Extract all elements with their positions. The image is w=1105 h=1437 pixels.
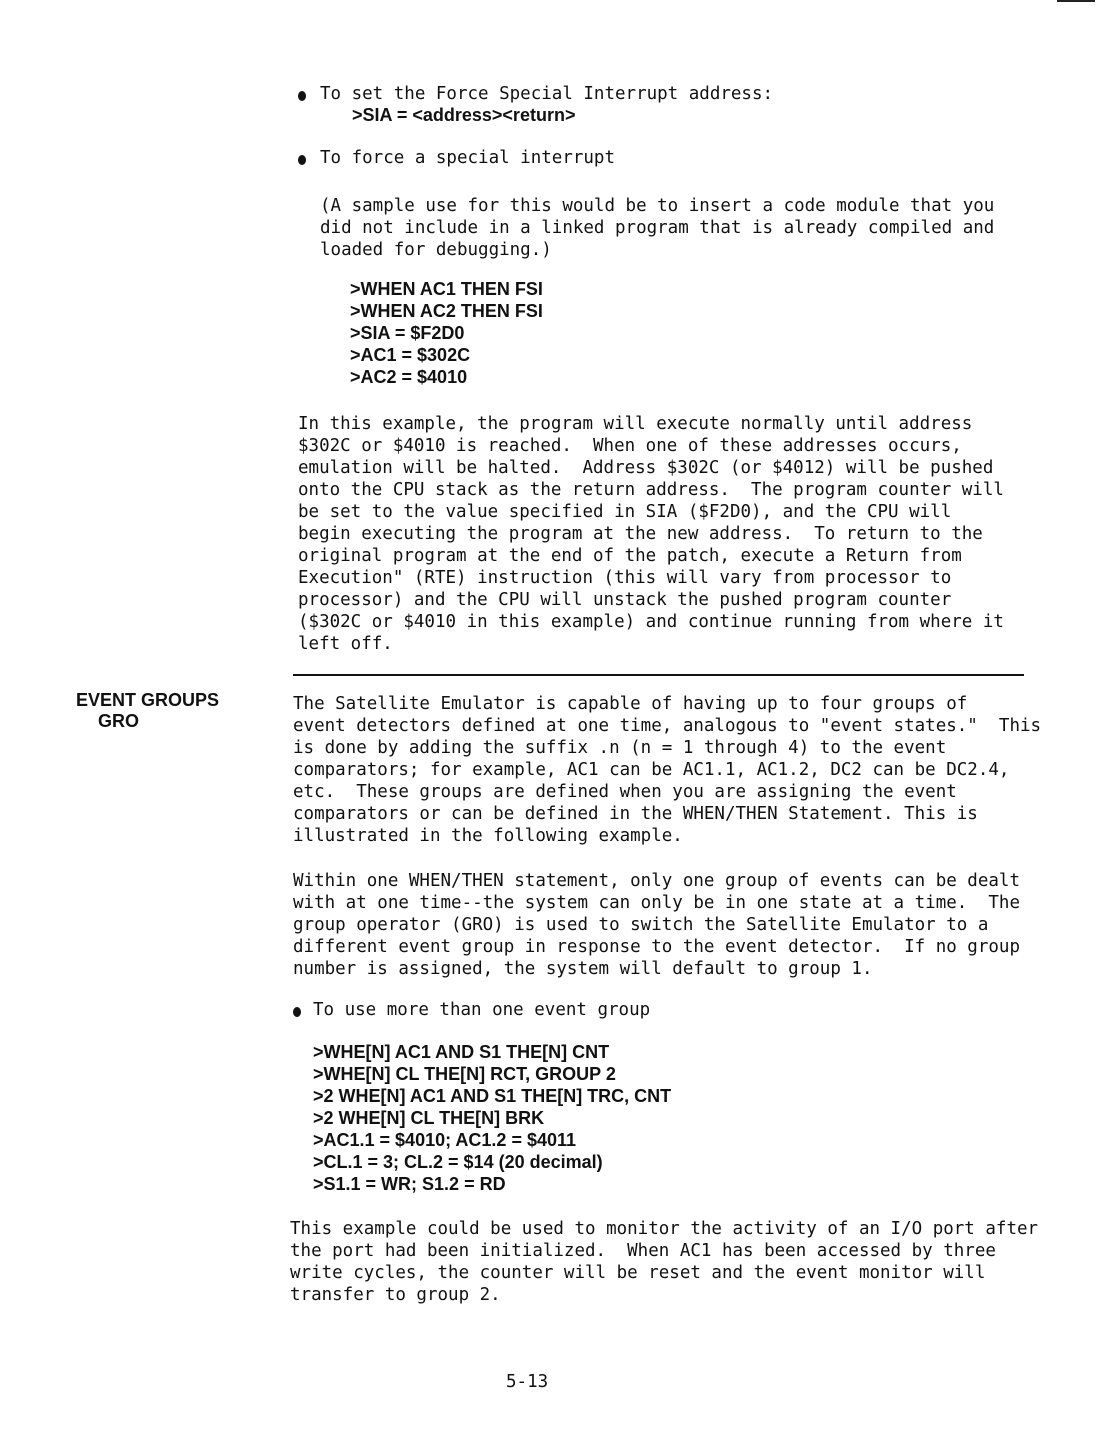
note-line: loaded for debugging.) [320, 240, 552, 260]
paragraph-line: comparators or can be defined in the WHEN/THEN Statement. This is [293, 804, 978, 824]
explanation-line: original program at the end of the patch, execute a Return from [298, 546, 962, 566]
section-divider [293, 674, 1024, 676]
fsi-explanation [298, 413, 1004, 655]
explanation-line: left off. [298, 634, 393, 654]
command-sia-address: >SIA = <address><return> [352, 105, 576, 125]
paragraph-line: Within one WHEN/THEN statement, only one group of events can be dealt [293, 871, 1020, 891]
code-line: >AC1.1 = $4010; AC1.2 = $4011 [313, 1130, 577, 1150]
code-line: >WHEN AC2 THEN FSI [350, 301, 543, 321]
fsi-code-example [350, 278, 543, 388]
paragraph-line: different event group in response to the event detector. If no group [293, 937, 1020, 957]
when-then-paragraph [293, 870, 1020, 980]
paragraph-line: with at one time--the system can only be in one state at a time. The [293, 893, 1020, 913]
event-group-code-example [313, 1041, 671, 1195]
paragraph-line: event detectors defined at one time, analogous to "event states." This [293, 716, 1042, 736]
bullet-icon [298, 155, 306, 165]
paragraph-line: is done by adding the suffix .n (n = 1 through 4) to the event [293, 738, 947, 758]
code-line: >WHE[N] CL THE[N] RCT, GROUP 2 [313, 1064, 616, 1084]
note-line: (A sample use for this would be to insert a code module that you [320, 196, 995, 216]
explanation-line: In this example, the program will execute normally until address [298, 414, 973, 434]
code-line: >AC2 = $4010 [350, 367, 468, 387]
paragraph-line: the port had been initialized. When AC1 has been accessed by three [290, 1241, 996, 1261]
paragraph-line: comparators; for example, AC1 can be AC1.1, AC1.2, DC2 can be DC2.4, [293, 760, 1010, 780]
code-line: >WHEN AC1 THEN FSI [350, 279, 543, 299]
paragraph-line: number is assigned, the system will default to group 1. [293, 959, 873, 979]
explanation-line: emulation will be halted. Address $302C (or $4012) will be pushed [298, 458, 994, 478]
code-line: >SIA = $F2D0 [350, 323, 465, 343]
io-port-paragraph [290, 1218, 1038, 1306]
page-number: 5-13 [506, 1372, 549, 1392]
bullet-sia-address: To set the Force Special Interrupt address: [320, 84, 774, 104]
bullet-icon [293, 1007, 301, 1017]
explanation-line: onto the CPU stack as the return address. The program counter will [298, 480, 1004, 500]
code-line: >WHE[N] AC1 AND S1 THE[N] CNT [313, 1042, 610, 1062]
paragraph-line: write cycles, the counter will be reset and the event monitor will [290, 1263, 986, 1283]
sample-use-note [320, 195, 994, 261]
section-heading-event-groups: EVENT GROUPS [76, 690, 220, 710]
paragraph-line: The Satellite Emulator is capable of having up to four groups of [293, 694, 968, 714]
paragraph-line: illustrated in the following example. [293, 826, 683, 846]
bullet-icon [298, 91, 306, 101]
explanation-line: ($302C or $4010 in this example) and continue running from where it [298, 612, 1004, 632]
note-line: did not include in a linked program that is already compiled and [320, 218, 995, 238]
section-subheading-gro: GRO [98, 711, 140, 731]
explanation-line: $302C or $4010 is reached. When one of these addresses occurs, [298, 436, 962, 456]
code-line: >AC1 = $302C [350, 345, 471, 365]
explanation-line: begin executing the program at the new address. To return to the [298, 524, 983, 544]
bullet-event-group: To use more than one event group [313, 1000, 651, 1020]
explanation-line: Execution" (RTE) instruction (this will vary from processor to [298, 568, 952, 588]
bullet-force-interrupt: To force a special interrupt [320, 148, 616, 168]
code-line: >CL.1 = 3; CL.2 = $14 (20 decimal) [313, 1152, 603, 1172]
paragraph-line: transfer to group 2. [290, 1285, 501, 1305]
code-line: >2 WHE[N] CL THE[N] BRK [313, 1108, 545, 1128]
explanation-line: processor) and the CPU will unstack the pushed program counter [298, 590, 952, 610]
scan-corner-mark [1057, 0, 1095, 2]
paragraph-line: This example could be used to monitor the activity of an I/O port after [290, 1219, 1039, 1239]
paragraph-line: etc. These groups are defined when you are assigning the event [293, 782, 957, 802]
code-line: >2 WHE[N] AC1 AND S1 THE[N] TRC, CNT [313, 1086, 672, 1106]
event-groups-paragraph [293, 693, 1041, 847]
paragraph-line: group operator (GRO) is used to switch the Satellite Emulator to a [293, 915, 989, 935]
explanation-line: be set to the value specified in SIA ($F2D0), and the CPU will [298, 502, 952, 522]
code-line: >S1.1 = WR; S1.2 = RD [313, 1174, 506, 1194]
